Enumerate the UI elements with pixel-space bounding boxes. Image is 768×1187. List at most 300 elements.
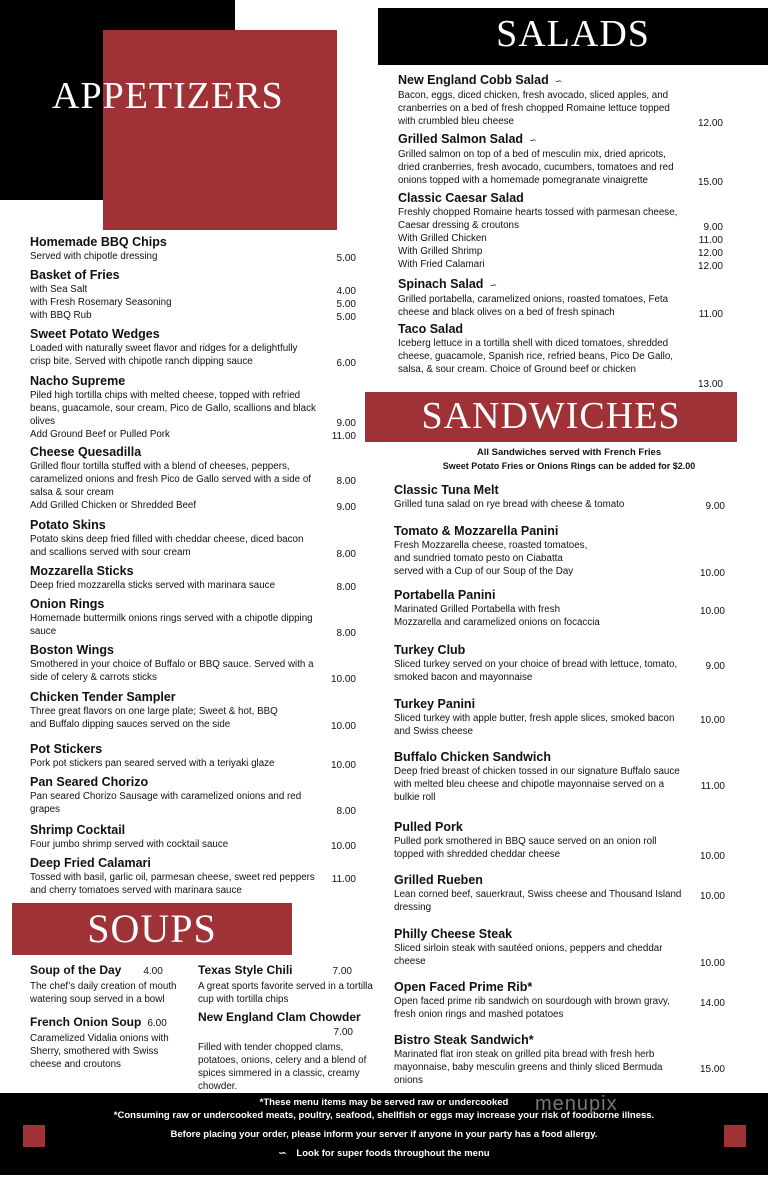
item-name	[394, 926, 663, 942]
super-food-icon: ∽	[529, 135, 537, 145]
item-description-line	[398, 102, 670, 115]
item-description: chowder.	[198, 1081, 238, 1092]
item-price: 6.00	[147, 1018, 167, 1029]
item-description-line	[30, 757, 356, 771]
sandwiches-item	[394, 819, 725, 862]
item-description-line	[30, 533, 303, 546]
sandwiches-item	[394, 642, 725, 684]
item-description-line	[30, 499, 356, 513]
item-description: Served with chipotle dressing	[30, 251, 158, 262]
item-name-text: Classic Tuna Melt	[394, 483, 499, 497]
item-description: salsa, & sour cream. Choice of Ground beef or chicken	[398, 364, 636, 375]
item-price: 10.00	[330, 721, 356, 732]
item-name-text: Bistro Steak Sandwich*	[394, 1033, 534, 1047]
item-description-line	[398, 206, 677, 219]
item-name-text: Soup of the Day	[30, 963, 122, 977]
item-description-line	[394, 712, 725, 726]
item-name	[30, 517, 303, 533]
item-price: 4.00	[143, 966, 163, 977]
item-name-text: Mozzarella Sticks	[30, 564, 134, 578]
sandwiches-item	[394, 872, 725, 914]
sandwiches-item	[394, 1032, 725, 1087]
item-description: dried cranberries, fresh avocado, cucumbers, tomatoes and red	[398, 162, 674, 173]
item-description: crisp bite. Served with chipotle ranch dipping sauce	[30, 356, 253, 367]
item-description-line	[398, 337, 673, 350]
watermark: menupix	[535, 1093, 618, 1115]
item-description: cheese and croutons	[30, 1059, 121, 1070]
item-name	[394, 696, 674, 712]
item-name	[394, 523, 587, 539]
super-food-icon: ∽	[278, 1148, 287, 1159]
item-description: Grilled flour tortilla stuffed with a blend of cheeses, peppers,	[30, 461, 290, 472]
item-description: Add Grilled Chicken or Shredded Beef	[30, 500, 197, 511]
item-description-line	[398, 350, 673, 363]
item-name	[30, 741, 275, 757]
item-price: 8.00	[336, 806, 356, 817]
item-description: grapes	[30, 804, 60, 815]
item-description: The chef’s daily creation of mouth	[30, 981, 177, 992]
item-price: 8.00	[336, 628, 356, 639]
item-name	[394, 872, 681, 888]
item-description: Grilled salmon on top of a bed of mesculin mix, dried apricots,	[398, 149, 666, 160]
item-description-line	[394, 901, 681, 914]
item-name-text: Chicken Tender Sampler	[30, 690, 176, 704]
item-name-text: Texas Style Chili	[198, 963, 293, 977]
item-description-line	[398, 232, 723, 246]
item-description-line	[30, 838, 356, 852]
appetizers-item	[30, 373, 356, 442]
item-price: 12.00	[697, 118, 723, 129]
item-description-line	[30, 625, 356, 639]
sandwich-note-1: All Sandwiches served with French Fries	[476, 447, 662, 458]
item-name-text: Deep Fried Calamari	[30, 856, 151, 870]
item-name-text: Open Faced Prime Rib*	[394, 980, 533, 994]
item-price: 8.00	[336, 476, 356, 487]
item-description: Fresh Mozzarella cheese, roasted tomatoes,	[394, 540, 588, 551]
footer-red-square-right	[724, 1125, 746, 1147]
item-description: Four jumbo shrimp served with cocktail sauce	[30, 839, 229, 850]
item-description-line	[398, 148, 674, 161]
item-name	[394, 587, 600, 603]
appetizers-item	[30, 444, 356, 513]
item-description: served with a Cup of our Soup of the Day	[394, 566, 574, 577]
item-description-line	[398, 89, 670, 102]
item-description: Deep fried mozzarella sticks served with marinara sauce	[30, 580, 276, 591]
item-description: Caramelized Vidalia onions with	[30, 1033, 169, 1044]
item-price: 8.00	[336, 582, 356, 593]
item-name	[398, 321, 673, 337]
item-description: Piled high tortilla chips with melted cheese, topped with refried	[30, 390, 301, 401]
item-name-text: Cheese Quesadilla	[30, 445, 142, 459]
item-name-text: Pulled Pork	[394, 820, 463, 834]
item-price: 10.00	[330, 841, 356, 852]
soups-item	[30, 962, 190, 1006]
item-description: cheese and black olives on a bed of fresh spinach	[398, 307, 615, 318]
appetizers-item	[30, 596, 356, 639]
item-price: 7.00	[332, 966, 352, 977]
item-description: cranberries on a bed of fresh chopped Romaine lettuce topped	[398, 103, 670, 114]
item-description: cheese	[394, 956, 426, 967]
item-description: Marinated flat iron steak on grilled pita bread with fresh herb	[394, 1049, 655, 1060]
sandwiches-item	[394, 482, 725, 512]
item-description: Caesar dressing & croutons	[398, 220, 519, 231]
item-description: and scallions served with sour cream	[30, 547, 191, 558]
soups-heading: SOUPS	[87, 906, 217, 951]
soups-item	[198, 962, 383, 1006]
item-description: and sundried tomato pesto on Ciabatta	[394, 553, 563, 564]
item-name-text: Classic Caesar Salad	[398, 191, 524, 205]
item-description-line	[398, 306, 723, 320]
item-price: 10.00	[330, 674, 356, 685]
appetizers-item	[30, 774, 356, 817]
item-name-text: Pan Seared Chorizo	[30, 775, 149, 789]
item-description: with Fresh Rosemary Seasoning	[30, 297, 172, 308]
item-description: With Grilled Chicken	[398, 233, 487, 244]
appetizers-item	[30, 822, 356, 852]
item-description-line	[398, 219, 723, 233]
item-description: Sliced turkey with apple butter, fresh apple slices, smoked bacon	[394, 713, 675, 724]
item-description-line	[394, 848, 725, 862]
item-description-line	[394, 955, 725, 969]
salads-item	[398, 72, 723, 129]
salads-item	[398, 131, 723, 188]
item-description-line	[394, 835, 657, 848]
item-description: Sherry, smothered with Swiss	[30, 1046, 159, 1057]
item-name-text: Homemade BBQ Chips	[30, 235, 167, 249]
item-description-line	[394, 791, 680, 804]
item-price: 11.00	[700, 781, 725, 792]
footer-line-4-wrap	[0, 1148, 768, 1159]
item-description: and cherry tomatoes served with marinara sauce	[30, 885, 242, 896]
item-description-line	[30, 671, 356, 685]
item-name-text: Sweet Potato Wedges	[30, 327, 160, 341]
item-description-line	[398, 363, 673, 376]
item-description-line	[30, 415, 356, 429]
item-description-line	[394, 498, 725, 512]
item-description: with BBQ Rub	[30, 310, 92, 321]
item-price: 6.00	[336, 358, 356, 369]
appetizers-item	[30, 517, 356, 560]
item-description: Freshly chopped Romaine hearts tossed with parmesan cheese,	[398, 207, 678, 218]
item-description-line	[398, 376, 723, 390]
item-description: onions topped with a homemade pomegranate vinaigrette	[398, 175, 648, 186]
item-name-text: Potato Skins	[30, 518, 106, 532]
item-description: cup with tortilla chips	[198, 994, 289, 1005]
item-description: Filled with tender chopped clams,	[198, 1042, 344, 1053]
item-description-line	[30, 389, 316, 402]
item-name-text: Nacho Supreme	[30, 374, 126, 388]
item-description-line	[30, 296, 356, 310]
item-name	[394, 979, 670, 995]
item-price: 12.00	[697, 261, 723, 272]
item-name	[30, 234, 167, 250]
item-price: 4.00	[336, 286, 356, 297]
item-description: bulkie roll	[394, 792, 436, 803]
item-description: side of celery & carrots sticks	[30, 672, 157, 683]
item-price: 13.00	[697, 379, 723, 390]
item-description: caramelized onions and fresh Pico de Gallo served with a side of	[30, 474, 311, 485]
item-description: A great sports favorite served in a tortilla	[198, 981, 373, 992]
item-description: Sliced sirloin steak with sautéed onions, peppers and cheddar	[394, 943, 663, 954]
item-description: and Swiss cheese	[394, 726, 473, 737]
item-name-text: Spinach Salad	[398, 277, 484, 291]
item-name-text: Basket of Fries	[30, 268, 120, 282]
salads-item	[398, 190, 723, 272]
item-description-line	[394, 565, 725, 579]
item-description-line	[30, 342, 297, 355]
appetizers-item	[30, 563, 356, 593]
super-food-icon: ∽	[489, 280, 497, 290]
item-description-line	[398, 293, 668, 306]
item-price: 9.00	[336, 418, 356, 429]
item-name-text: Portabella Panini	[394, 588, 496, 602]
item-description: Homemade buttermilk onions rings served with a chipotle dipping	[30, 613, 313, 624]
footer-disclaimer	[0, 1093, 768, 1175]
item-price: 10.00	[699, 851, 725, 862]
item-price: 9.00	[336, 502, 356, 513]
item-name-text: New England Clam Chowder	[198, 1010, 361, 1024]
item-description: beans, guacamole, sour cream, Pico de Gallo, scallions and black	[30, 403, 316, 414]
item-description-line	[398, 174, 723, 188]
item-description-line	[30, 790, 301, 803]
footer-line-1: *These menu items may be served raw or undercooked	[259, 1097, 509, 1108]
sandwiches-item	[394, 523, 725, 579]
item-description-line	[394, 1074, 662, 1087]
appetizers-item	[30, 689, 356, 732]
item-description-line	[394, 1048, 662, 1061]
item-price: 10.00	[699, 891, 725, 902]
item-description: mayonnaise, baby mesculin greens and thinly sliced Bermuda	[394, 1062, 663, 1073]
item-price: 12.00	[697, 248, 723, 259]
item-description-line	[398, 161, 674, 174]
item-description-line	[30, 705, 278, 718]
item-price: 11.00	[698, 309, 723, 320]
item-description: Pulled pork smothered in BBQ sauce served on an onion roll	[394, 836, 657, 847]
item-description-line	[394, 942, 663, 955]
item-description: Lean corned beef, sauerkraut, Swiss cheese and Thousand Island	[394, 889, 682, 900]
item-name-text: Onion Rings	[30, 597, 105, 611]
item-description-line	[30, 579, 356, 593]
item-name	[30, 326, 297, 342]
item-description-line	[30, 658, 314, 671]
item-description-line	[394, 778, 725, 792]
soups-item	[198, 1009, 383, 1093]
item-description: dressing	[394, 902, 432, 913]
item-name	[30, 267, 172, 283]
item-description-line	[30, 803, 356, 817]
item-description: With Fried Calamari	[398, 259, 485, 270]
item-description: Grilled portabella, caramelized onions, roasted tomatoes, Feta	[398, 294, 669, 305]
item-description-line	[398, 258, 723, 272]
item-price: 15.00	[699, 1064, 725, 1075]
item-description-line	[30, 612, 313, 625]
sandwiches-item	[394, 979, 725, 1021]
item-description: Three great flavors on one large plate; Sweet & hot, BBQ	[30, 706, 278, 717]
item-description-line	[30, 546, 356, 560]
item-description-line	[30, 884, 315, 897]
item-name	[398, 72, 670, 89]
item-description-line	[398, 245, 723, 259]
appetizers-item	[30, 855, 356, 897]
super-food-icon: ∽	[554, 76, 563, 86]
item-name	[30, 1014, 190, 1032]
item-description: Loaded with naturally sweet flavor and ridges for a delightfully	[30, 343, 298, 354]
item-name-text: Buffalo Chicken Sandwich	[394, 750, 551, 764]
sandwich-note-2: Sweet Potato Fries or Onions Rings can be added for $2.00	[442, 461, 696, 471]
item-price: 14.00	[699, 998, 725, 1009]
item-description-line	[394, 552, 587, 565]
item-description-line	[30, 355, 356, 369]
item-price: 7.00	[333, 1027, 353, 1038]
item-description: Tossed with basil, garlic oil, parmesan cheese, sweet red peppers	[30, 872, 315, 883]
item-description-line	[394, 1061, 725, 1075]
item-name-text: Grilled Rueben	[394, 873, 483, 887]
item-name-text: Turkey Panini	[394, 697, 476, 711]
item-price: 8.00	[336, 549, 356, 560]
item-name-text: Taco Salad	[398, 322, 464, 336]
item-description: with melted bleu cheese and chipotle mayonnaise served on a	[394, 779, 665, 790]
item-description-line	[30, 486, 311, 499]
item-description: Mozzarella and caramelized onions on focaccia	[394, 617, 600, 628]
salads-item	[398, 321, 723, 390]
item-description: Pan seared Chorizo Sausage with caramelized onions and red	[30, 791, 302, 802]
item-description-line	[394, 603, 725, 617]
item-price: 10.00	[699, 715, 725, 726]
item-name	[30, 563, 275, 579]
sandwiches-item	[394, 749, 725, 804]
item-description-line	[30, 428, 356, 442]
item-name-text: Philly Cheese Steak	[394, 927, 513, 941]
item-name	[398, 276, 668, 293]
item-name-text: Grilled Salmon Salad	[398, 132, 524, 146]
sandwiches-item	[394, 926, 725, 969]
item-description-line	[394, 765, 680, 778]
item-name	[30, 822, 228, 838]
salads-item	[398, 276, 723, 320]
item-description: Pork pot stickers pan seared served with a teriyaki glaze	[30, 758, 275, 769]
item-name	[394, 642, 677, 658]
item-description: with Sea Salt	[30, 284, 88, 295]
item-description-line	[394, 995, 725, 1009]
item-description-line	[30, 473, 356, 487]
item-description: Potato skins deep fried filled with cheddar cheese, diced bacon	[30, 534, 304, 545]
footer-line-3: Before placing your order, please inform your server if anyone in your party has a food allergy.	[170, 1129, 598, 1140]
item-description: sauce	[30, 626, 57, 637]
footer-red-square-left	[23, 1125, 45, 1147]
sandwiches-item	[394, 696, 725, 738]
item-name	[394, 1032, 662, 1048]
soups-item	[30, 1014, 190, 1071]
item-name	[394, 482, 624, 498]
appetizers-item	[30, 326, 356, 369]
item-description-line	[30, 718, 356, 732]
item-name	[30, 373, 316, 389]
item-description-line	[394, 671, 677, 684]
item-name-text: French Onion Soup	[30, 1015, 142, 1029]
item-name	[198, 962, 383, 980]
item-price: 10.00	[330, 760, 356, 771]
item-description: Bacon, eggs, diced chicken, fresh avocado, sliced apples, and	[398, 90, 669, 101]
item-description: smoked bacon and mayonnaise	[394, 672, 533, 683]
item-description-line	[398, 115, 723, 129]
item-name	[30, 596, 313, 612]
item-description: topped with shredded cheddar cheese	[394, 849, 561, 860]
item-name-text: New England Cobb Salad	[398, 73, 549, 87]
item-price: 11.00	[331, 874, 356, 885]
item-description-line	[394, 658, 725, 672]
sandwiches-item	[394, 587, 725, 629]
item-description-line	[394, 539, 587, 552]
item-name-text: Pot Stickers	[30, 742, 103, 756]
item-price: 9.00	[705, 661, 725, 672]
item-description: With Grilled Shrimp	[398, 246, 483, 257]
item-description-line	[394, 888, 725, 902]
item-description: spices simmered in a classic, creamy	[198, 1068, 360, 1079]
item-description: Marinated Grilled Portabella with fresh	[394, 604, 561, 615]
item-name	[394, 819, 657, 835]
item-price: 5.00	[336, 312, 356, 323]
appetizers-item	[30, 267, 356, 323]
item-name	[30, 962, 190, 980]
item-description-line	[394, 725, 674, 738]
item-description: potatoes, onions, celery and a blend of	[198, 1055, 367, 1066]
item-description-line	[30, 309, 356, 323]
item-price: 11.00	[698, 235, 723, 246]
item-description-line	[394, 616, 600, 629]
item-description: and Buffalo dipping sauces served on the side	[30, 719, 231, 730]
item-price: 10.00	[699, 568, 725, 579]
item-price: 10.00	[699, 606, 725, 617]
item-description: Grilled tuna salad on rye bread with cheese & tomato	[394, 499, 625, 510]
item-name	[30, 689, 278, 705]
item-price: 9.00	[705, 501, 725, 512]
item-description: fresh onion rings and mashed potatoes	[394, 1009, 564, 1020]
item-description-line	[30, 283, 356, 297]
footer-line-4: Look for super foods throughout the menu	[296, 1148, 490, 1159]
item-price: 15.00	[697, 177, 723, 188]
item-description: watering soup served in a bowl	[30, 994, 165, 1005]
item-name-text: Tomato & Mozzarella Panini	[394, 524, 559, 538]
appetizers-item	[30, 642, 356, 685]
item-price: 11.00	[331, 431, 356, 442]
item-description: Add Ground Beef or Pulled Pork	[30, 429, 170, 440]
item-description: Sliced turkey served on your choice of bread with lettuce, tomato,	[394, 659, 678, 670]
item-name	[398, 190, 677, 206]
salads-heading: SALADS	[496, 13, 650, 55]
item-description: Iceberg lettuce in a tortilla shell with diced tomatoes, shredded	[398, 338, 669, 349]
item-name	[394, 749, 680, 765]
item-description: with crumbled bleu cheese	[398, 116, 514, 127]
appetizers-item	[30, 741, 356, 771]
item-name-text: Shrimp Cocktail	[30, 823, 126, 837]
item-description: Smothered in your choice of Buffalo or BBQ sauce. Served with a	[30, 659, 314, 670]
item-description-line	[30, 402, 316, 415]
item-name	[398, 131, 674, 148]
item-price: 10.00	[699, 958, 725, 969]
item-name-text: Turkey Club	[394, 643, 466, 657]
item-price: 5.00	[336, 253, 356, 264]
item-name	[30, 642, 314, 658]
item-name	[198, 1009, 383, 1041]
sandwiches-heading: SANDWICHES	[421, 395, 681, 437]
item-name-text: Boston Wings	[30, 643, 114, 657]
item-description-line	[30, 871, 356, 885]
footer-line-2: *Consuming raw or undercooked meats, poultry, seafood, shellfish or eggs may increase your risk of foodborne illness.	[113, 1110, 655, 1121]
item-description-line	[394, 1008, 670, 1021]
appetizers-heading: APPETIZERS	[52, 75, 284, 117]
item-name	[30, 774, 301, 790]
item-description-line	[30, 250, 356, 264]
